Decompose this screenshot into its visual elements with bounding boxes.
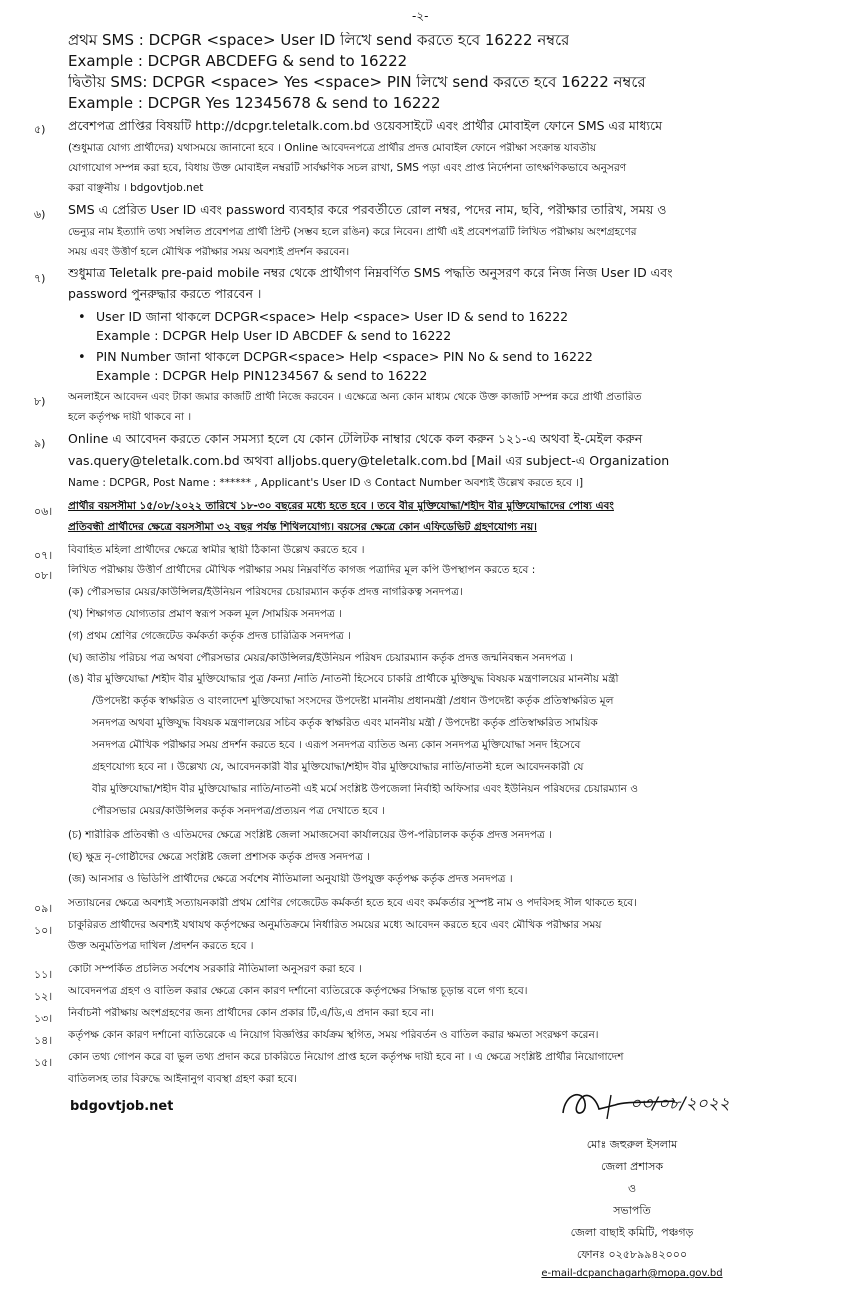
item-7-bullet-2a: PIN Number জানা থাকলে DCPGR<space> Help <space> PIN No & send to 16222 bbox=[96, 350, 593, 364]
item-7-bullet-1a: User ID জানা থাকলে DCPGR<space> Help <space> User ID & send to 16222 bbox=[96, 310, 569, 324]
item-number: ৭) bbox=[34, 272, 46, 285]
item-15-line-2: বাতিলসহ তার বিরুদ্ধে আইনানুগ ব্যবস্থা গ্রহণ করা হবে। bbox=[68, 1073, 298, 1085]
item-7-bullet-2b: Example : DCPGR Help PIN1234567 & send to 16222 bbox=[96, 369, 428, 383]
item-10-line-2: উক্ত অনুমতিপত্র দাখিল /প্রদর্শন করতে হবে । bbox=[68, 940, 254, 952]
item-6-line-3: সময় এবং উত্তীর্ণ হলে মৌখিক পরীক্ষার সময় অবশ্যই প্রদর্শন করবেন। bbox=[68, 246, 350, 258]
item-7-line-1: শুধুমাত্র Teletalk pre-paid mobile নম্বর থেকে প্রার্থীগণ নিম্নবর্ণিত SMS পদ্ধতি অনুসরণ করে নিজ নিজ User ID এবং bbox=[68, 266, 673, 280]
item-number: ১৩। bbox=[34, 1012, 53, 1025]
item-10-line-1: চাকুরিরত প্রার্থীদের অবশ্যই যথাযথ কর্তৃপক্ষের অনুমতিক্রমে নির্ধারিত সময়ের মধ্যে আবেদন করতে হবে এবং মৌখিক পরীক্ষার সময় bbox=[68, 919, 602, 931]
item-08-umo-5: গ্রহণযোগ্য হবে না । উল্লেখ্য যে, আবেদনকারী বীর মুক্তিযোদ্ধা/শহীদ বীর মুক্তিযোদ্ধার নাতি/নাতনী হলে আবেদনকারী যে bbox=[92, 761, 584, 773]
item-08-umo-7: পৌরসভার মেয়র/কাউন্সিলর কর্তৃক সনদপত্র/প্রত্যয়ন পত্র দেখাতে হবে । bbox=[92, 805, 386, 817]
item-number: ১০। bbox=[34, 924, 53, 937]
item-6-line-1: SMS এ প্রেরিত User ID এবং password ব্যবহার করে পরবর্তীতে রোল নম্বর, পদের নাম, ছবি, পরীক্ষার তারিখ, সময় ও bbox=[68, 203, 667, 217]
item-08-cha: (চ) শারীরিক প্রতিবন্ধী ও এতিমদের ক্ষেত্রে সংশ্লিষ্ট জেলা সমাজসেবা কার্যালয়ের উপ-পরিচালক কর্তৃক প্রদত্ত সনদপত্র । bbox=[68, 829, 552, 841]
item-08-umo-3: সনদপত্র অথবা মুক্তিযুদ্ধ বিষয়ক মন্ত্রণালয়ের সচিব কর্তৃক স্বাক্ষরিত এবং মাননীয় মন্ত্রী / উপদেষ্টা কর্তৃক প্রতিস্বাক্ষরিত সাময়িক bbox=[92, 717, 598, 729]
bullet-icon: • bbox=[78, 350, 86, 365]
item-5-line-4: করা বাঞ্ছনীয় । bdgovtjob.net bbox=[68, 182, 204, 194]
item-number: ১২। bbox=[34, 990, 53, 1003]
item-5-line-1: প্রবেশপত্র প্রাপ্তির বিষয়টি http://dcpgr.teletalk.com.bd ওয়েবসাইটে এবং প্রার্থীর মোবাইল ফোনে SMS এর মাধ্যমে bbox=[68, 119, 663, 133]
item-08-ka: (ক) পৌরসভার মেয়র/কাউন্সিলর/ইউনিয়ন পরিষদের চেয়ারম্যান কর্তৃক প্রদত্ত নাগরিকত্ব সনদপত্র। bbox=[68, 586, 463, 598]
item-number: ০৯। bbox=[34, 902, 53, 915]
item-06-line-1: প্রার্থীর বয়সসীমা ১৫/০৮/২০২২ তারিখে ১৮-৩০ বছরের মধ্যে হতে হবে । তবে বীর মুক্তিযোদ্ধা/শহীদ বীর মুক্তিযোদ্ধাদের পোষ্য এবং bbox=[68, 500, 614, 512]
item-13-line-1: নির্বাচনী পরীক্ষায় অংশগ্রহণের জন্য প্রার্থীদের কোন প্রকার টি,এ/ডি,এ প্রদান করা হবে না। bbox=[68, 1007, 434, 1019]
item-6-line-2: ভেন্যুর নাম ইত্যাদি তথ্য সম্বলিত প্রবেশপত্র প্রার্থী প্রিন্ট (সম্ভব হলে রঙিন) করে নিবেন। প্রার্থী এই প্রবেশপত্রটি লিখিত পরীক্ষায় অংশগ্রহণের bbox=[68, 226, 637, 238]
sms-line-4: Example : DCPGR Yes 12345678 & send to 16222 bbox=[68, 95, 441, 112]
page-number: -২- bbox=[412, 9, 429, 23]
item-number: ১১। bbox=[34, 968, 53, 981]
signer-email: e-mail-dcpanchagarh@mopa.gov.bd bbox=[541, 1268, 723, 1279]
item-number: ৫) bbox=[34, 123, 46, 136]
item-08-umo-1: (ঙ) বীর মুক্তিযোদ্ধা /শহীদ বীর মুক্তিযোদ্ধার পুত্র /কন্যা /নাতি /নাতনী হিসেবে চাকরি প্রার্থীকে মুক্তিযুদ্ধ বিষয়ক মন্ত্রণালয়ের মাননীয় মন্ত্রী bbox=[68, 673, 619, 685]
item-8-line-1: অনলাইনে আবেদন এবং টাকা জমার কাজটি প্রার্থী নিজে করবেন । এক্ষেত্রে অন্য কোন মাধ্যম থেকে উক্ত কাজটি সম্পন্ন করে প্রার্থী প্রতারিত bbox=[68, 391, 642, 403]
item-9-line-3: Name : DCPGR, Post Name : ****** , Applicant's User ID ও Contact Number অবশ্যই উল্লেখ করতে হবে ।] bbox=[68, 477, 584, 489]
item-08-umo-4: সনদপত্র মৌখিক পরীক্ষার সময় প্রদর্শন করতে হবে । এরূপ সনদপত্র ব্যতিত অন্য কোন সনদপত্র মুক্তিযোদ্ধা সনদ হিসেবে bbox=[92, 739, 581, 751]
item-number: ১৫। bbox=[34, 1056, 53, 1069]
item-15-line-1: কোন তথ্য গোপন করে বা ভুল তথ্য প্রদান করে চাকরিতে নিয়োগ প্রাপ্ত হলে কর্তৃপক্ষ দায়ী হবে না । এ ক্ষেত্রে সংশ্লিষ্ট প্রার্থীর নিয়োগাদেশ bbox=[68, 1051, 624, 1063]
item-08-ga: (গ) প্রথম শ্রেণির গেজেটেড কর্মকর্তা কর্তৃক প্রদত্ত চারিত্রিক সনদপত্র । bbox=[68, 630, 351, 642]
item-08-line-1: লিখিত পরীক্ষায় উত্তীর্ণ প্রার্থীদের মৌখিক পরীক্ষার সময় নিম্নবর্ণিত কাগজ পত্রাদির মূল কপি উপস্থাপন করতে হবে : bbox=[68, 564, 536, 576]
item-08-ja: (জ) আনসার ও ভিডিপি প্রার্থীদের ক্ষেত্রে সর্বশেষ নীতিমালা অনুযায়ী উপযুক্ত কর্তৃপক্ষ কর্তৃক প্রদত্ত সনদপত্র । bbox=[68, 873, 513, 885]
signature-date: ০৩/০৮/২০২২ bbox=[630, 1095, 730, 1114]
item-number: ০৭। bbox=[34, 549, 53, 562]
item-number: ৮) bbox=[34, 395, 46, 408]
signer-title-1: জেলা প্রশাসক bbox=[600, 1160, 664, 1173]
item-08-umo-2: /উপদেষ্টা কর্তৃক স্বাক্ষরিত ও বাংলাদেশ মুক্তিযোদ্ধা সংসদের উপদেষ্টা মাননীয় প্রধানমন্ত্রী /প্রধান উপদেষ্টা কর্তৃক প্রতিস্বাক্ষরিত মূল bbox=[92, 695, 614, 707]
item-9-line-2: vas.query@teletalk.com.bd অথবা alljobs.query@teletalk.com.bd [Mail এর subject-এ Organization bbox=[68, 454, 670, 468]
item-number: ৯) bbox=[34, 437, 46, 450]
item-08-chha: (ছ) ক্ষুদ্র নৃ-গোষ্ঠীদের ক্ষেত্রে সংশ্লিষ্ট জেলা প্রশাসক কর্তৃক প্রদত্ত সনদপত্র । bbox=[68, 851, 370, 863]
item-08-kha: (খ) শিক্ষাগত যোগ্যতার প্রমাণ স্বরূপ সকল মূল /সাময়িক সনদপত্র । bbox=[68, 608, 342, 620]
item-7-bullet-1b: Example : DCPGR Help User ID ABCDEF & send to 16222 bbox=[96, 329, 452, 343]
item-14-line-1: কর্তৃপক্ষ কোন কারণ দর্শানো ব্যতিরেকে এ নিয়োগ বিজ্ঞপ্তির কার্যক্রম স্থগিত, সময় পরিবর্তন ও বাতিল করার ক্ষমতা সংরক্ষণ করেন। bbox=[68, 1029, 599, 1041]
signer-phone: ফোনঃ ০২৫৮৯৯৪২০০০ bbox=[576, 1248, 688, 1261]
sms-line-1: প্রথম SMS : DCPGR <space> User ID লিখে send করতে হবে 16222 নম্বরে bbox=[68, 32, 570, 49]
item-number: ১৪। bbox=[34, 1034, 53, 1047]
item-5-line-3: যোগাযোগ সম্পন্ন করা হবে, বিধায় উক্ত মোবাইল নম্বরটি সার্বক্ষণিক সচল রাখা, SMS পড়া এবং প্রাপ্ত নির্দেশনা তাৎক্ষণিকভাবে অনুসরণ bbox=[68, 162, 627, 174]
item-number: ০৮। bbox=[34, 569, 53, 582]
item-06-line-2: প্রতিবন্ধী প্রার্থীদের ক্ষেত্রে বয়সসীমা ৩২ বছর পর্যন্ত শিথিলযোগ্য। বয়সের ক্ষেত্রে কোন এফিডেভিট গ্রহণযোগ্য নয়। bbox=[68, 521, 537, 533]
item-11-line-1: কোটা সম্পর্কিত প্রচলিত সর্বশেষ সরকারি নীতিমালা অনুসরণ করা হবে । bbox=[68, 963, 362, 975]
item-07-line-1: বিবাহিত মহিলা প্রার্থীদের ক্ষেত্রে স্বামীর স্থায়ী ঠিকানা উল্লেখ করতে হবে । bbox=[68, 544, 365, 556]
item-number: ৬) bbox=[34, 208, 46, 221]
signer-name: মোঃ জহুরুল ইসলাম bbox=[586, 1138, 678, 1151]
item-5-line-2: (শুধুমাত্র যোগ্য প্রার্থীদের) যথাসময়ে জানানো হবে । Online আবেদনপত্রে প্রার্থীর প্রদত্ত মোবাইল ফোনে পরীক্ষা সংক্রান্ত যাবতীয় bbox=[68, 142, 597, 154]
watermark-text: bdgovtjob.net bbox=[70, 1100, 174, 1114]
item-08-gha: (ঘ) জাতীয় পরিচয় পত্র অথবা পৌরসভার মেয়র/কাউন্সিলর/ইউনিয়ন পরিষদ চেয়ারম্যান কর্তৃক প্রদত্ত জন্মনিবন্ধন সনদপত্র । bbox=[68, 652, 573, 664]
item-8-line-2: হলে কর্তৃপক্ষ দায়ী থাকবে না । bbox=[68, 411, 192, 423]
item-12-line-1: আবেদনপত্র গ্রহণ ও বাতিল করার ক্ষেত্রে কোন কারণ দর্শানো ব্যতিরেকে কর্তৃপক্ষের সিদ্ধান্ত চূড়ান্ত বলে গণ্য হবে। bbox=[68, 985, 528, 997]
sms-line-2: Example : DCPGR ABCDEFG & send to 16222 bbox=[68, 53, 408, 70]
bullet-icon: • bbox=[78, 310, 86, 325]
item-number: ০৬। bbox=[34, 505, 53, 518]
item-9-line-1: Online এ আবেদন করতে কোন সমস্যা হলে যে কোন টেলিটক নাম্বার থেকে কল করুন ১২১-এ অথবা ই-মেইল করুন bbox=[68, 432, 643, 446]
signer-committee: জেলা বাছাই কমিটি, পঞ্চগড় bbox=[570, 1226, 694, 1239]
item-09-line-1: সত্যায়নের ক্ষেত্রে অবশ্যই সত্যায়নকারী প্রথম শ্রেণির গেজেটেড কর্মকর্তা হতে হবে এবং কর্মকর্তার সুস্পষ্ট নাম ও পদবিসহ সীল থাকতে হবে। bbox=[68, 897, 637, 909]
signer-title-2: সভাপতি bbox=[613, 1204, 651, 1217]
signer-and: ও bbox=[627, 1182, 637, 1195]
sms-line-3: দ্বিতীয় SMS: DCPGR <space> Yes <space> PIN লিখে send করতে হবে 16222 নম্বরে bbox=[68, 74, 646, 91]
item-7-line-2: password পুনরুদ্ধার করতে পারবেন । bbox=[68, 287, 262, 301]
item-08-umo-6: বীর মুক্তিযোদ্ধা/শহীদ বীর মুক্তিযোদ্ধার নাতি/নাতনী এই মর্মে সংশ্লিষ্ট উপজেলা নির্বাহী অফিসার এবং ইউনিয়ন পরিষদের চেয়ারম্যান ও bbox=[92, 783, 638, 795]
